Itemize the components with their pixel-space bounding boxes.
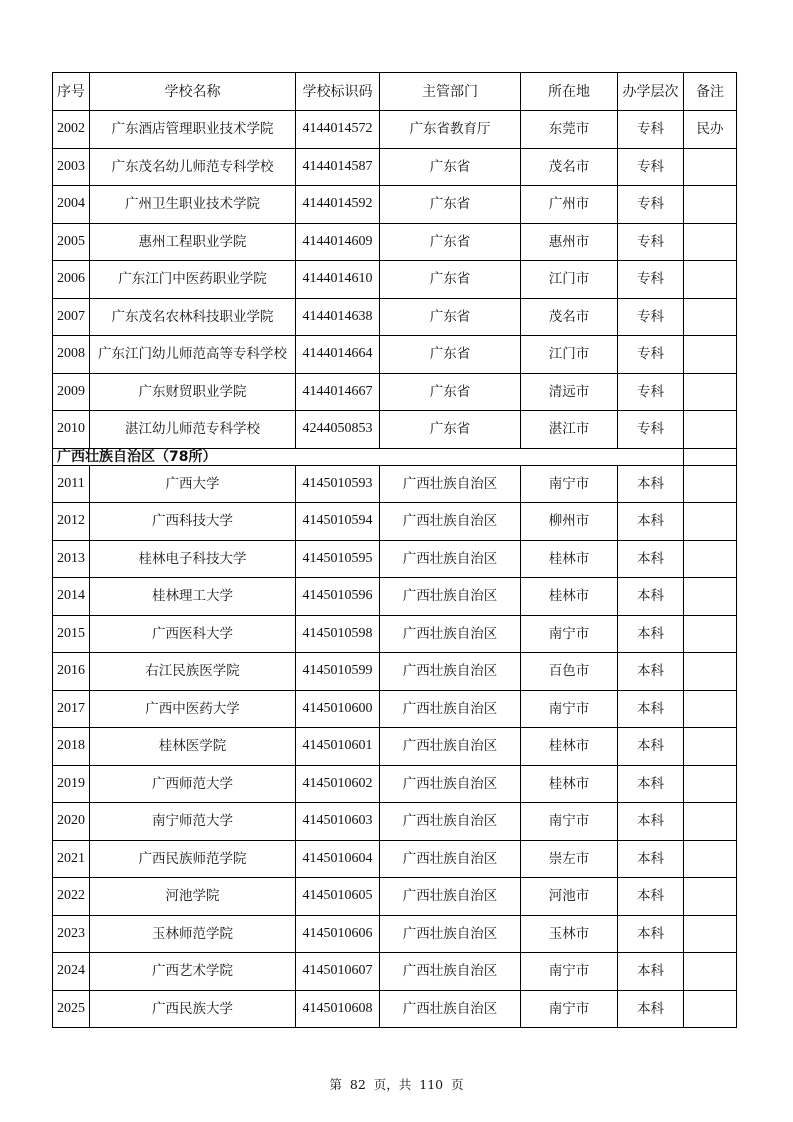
header-cell: 序号 xyxy=(53,73,90,111)
location-cell: 桂林市 xyxy=(521,728,618,766)
school-name-cell: 广西医科大学 xyxy=(90,615,296,653)
school-name-cell: 湛江幼儿师范专科学校 xyxy=(90,411,296,449)
remark-cell xyxy=(684,765,737,803)
education-level-cell: 本科 xyxy=(618,503,684,541)
school-name-cell: 广东酒店管理职业技术学院 xyxy=(90,111,296,149)
school-list-table xyxy=(52,72,737,1028)
location-cell: 东莞市 xyxy=(521,111,618,149)
remark-cell xyxy=(684,840,737,878)
table-row xyxy=(53,148,737,186)
remark-cell xyxy=(684,186,737,224)
remark-cell xyxy=(684,615,737,653)
table-row xyxy=(53,411,737,449)
school-code-cell: 4144014592 xyxy=(296,186,380,224)
school-name-cell: 惠州工程职业学院 xyxy=(90,223,296,261)
school-name-cell: 广西艺术学院 xyxy=(90,953,296,991)
header-cell: 办学层次 xyxy=(618,73,684,111)
school-code-cell: 4145010599 xyxy=(296,653,380,691)
row-number-cell: 2011 xyxy=(53,465,90,503)
school-name-cell: 桂林医学院 xyxy=(90,728,296,766)
department-cell: 广西壮族自治区 xyxy=(380,465,521,503)
education-level-cell: 专科 xyxy=(618,261,684,299)
row-number-cell: 2008 xyxy=(53,336,90,374)
section-row xyxy=(53,448,737,465)
location-cell: 江门市 xyxy=(521,261,618,299)
department-cell: 广东省 xyxy=(380,261,521,299)
table-body-guangxi xyxy=(53,465,737,1028)
remark-cell xyxy=(684,223,737,261)
education-level-cell: 本科 xyxy=(618,690,684,728)
table-row xyxy=(53,878,737,916)
department-cell: 广东省 xyxy=(380,223,521,261)
school-name-cell: 南宁师范大学 xyxy=(90,803,296,841)
row-number-cell: 2015 xyxy=(53,615,90,653)
remark-cell xyxy=(684,953,737,991)
school-name-cell: 广东茂名农林科技职业学院 xyxy=(90,298,296,336)
education-level-cell: 本科 xyxy=(618,803,684,841)
education-level-cell: 专科 xyxy=(618,111,684,149)
location-cell: 柳州市 xyxy=(521,503,618,541)
table-row xyxy=(53,111,737,149)
remark-cell xyxy=(684,465,737,503)
education-level-cell: 本科 xyxy=(618,578,684,616)
department-cell: 广西壮族自治区 xyxy=(380,990,521,1028)
table-row xyxy=(53,615,737,653)
school-name-cell: 广东江门幼儿师范高等专科学校 xyxy=(90,336,296,374)
school-name-cell: 广西科技大学 xyxy=(90,503,296,541)
school-code-cell: 4145010593 xyxy=(296,465,380,503)
header-cell: 备注 xyxy=(684,73,737,111)
department-cell: 广西壮族自治区 xyxy=(380,915,521,953)
table-row xyxy=(53,803,737,841)
remark-cell xyxy=(684,878,737,916)
remark-cell xyxy=(684,728,737,766)
education-level-cell: 本科 xyxy=(618,653,684,691)
table-row xyxy=(53,840,737,878)
education-level-cell: 本科 xyxy=(618,540,684,578)
table-row xyxy=(53,653,737,691)
remark-cell xyxy=(684,690,737,728)
row-number-cell: 2016 xyxy=(53,653,90,691)
location-cell: 南宁市 xyxy=(521,803,618,841)
school-name-cell: 广东财贸职业学院 xyxy=(90,373,296,411)
remark-cell xyxy=(684,578,737,616)
table-row xyxy=(53,336,737,374)
table-row xyxy=(53,223,737,261)
remark-cell xyxy=(684,261,737,299)
header-cell: 学校标识码 xyxy=(296,73,380,111)
school-code-cell: 4244050853 xyxy=(296,411,380,449)
location-cell: 惠州市 xyxy=(521,223,618,261)
school-name-cell: 广西民族大学 xyxy=(90,990,296,1028)
department-cell: 广东省教育厅 xyxy=(380,111,521,149)
education-level-cell: 专科 xyxy=(618,148,684,186)
education-level-cell: 专科 xyxy=(618,373,684,411)
row-number-cell: 2018 xyxy=(53,728,90,766)
location-cell: 广州市 xyxy=(521,186,618,224)
location-cell: 百色市 xyxy=(521,653,618,691)
location-cell: 河池市 xyxy=(521,878,618,916)
school-code-cell: 4145010606 xyxy=(296,915,380,953)
school-name-cell: 广西师范大学 xyxy=(90,765,296,803)
remark-cell xyxy=(684,990,737,1028)
remark-cell xyxy=(684,915,737,953)
location-cell: 玉林市 xyxy=(521,915,618,953)
remark-cell xyxy=(684,540,737,578)
footer-page-number: 82 xyxy=(349,1077,366,1092)
table-row xyxy=(53,690,737,728)
location-cell: 桂林市 xyxy=(521,578,618,616)
department-cell: 广西壮族自治区 xyxy=(380,503,521,541)
education-level-cell: 本科 xyxy=(618,728,684,766)
school-code-cell: 4145010608 xyxy=(296,990,380,1028)
education-level-cell: 专科 xyxy=(618,298,684,336)
row-number-cell: 2004 xyxy=(53,186,90,224)
header-cell: 主管部门 xyxy=(380,73,521,111)
department-cell: 广东省 xyxy=(380,336,521,374)
department-cell: 广东省 xyxy=(380,373,521,411)
education-level-cell: 本科 xyxy=(618,615,684,653)
row-number-cell: 2024 xyxy=(53,953,90,991)
school-code-cell: 4144014638 xyxy=(296,298,380,336)
row-number-cell: 2010 xyxy=(53,411,90,449)
department-cell: 广西壮族自治区 xyxy=(380,878,521,916)
school-code-cell: 4145010605 xyxy=(296,878,380,916)
remark-cell xyxy=(684,803,737,841)
school-code-cell: 4145010601 xyxy=(296,728,380,766)
location-cell: 桂林市 xyxy=(521,765,618,803)
school-name-cell: 广西民族师范学院 xyxy=(90,840,296,878)
table-row xyxy=(53,373,737,411)
school-code-cell: 4145010607 xyxy=(296,953,380,991)
footer-mid: 页，共 xyxy=(373,1077,412,1092)
school-code-cell: 4144014609 xyxy=(296,223,380,261)
department-cell: 广西壮族自治区 xyxy=(380,728,521,766)
location-cell: 茂名市 xyxy=(521,298,618,336)
remark-cell xyxy=(684,373,737,411)
remark-cell xyxy=(684,411,737,449)
location-cell: 茂名市 xyxy=(521,148,618,186)
remark-cell xyxy=(684,336,737,374)
department-cell: 广西壮族自治区 xyxy=(380,540,521,578)
school-code-cell: 4145010598 xyxy=(296,615,380,653)
school-code-cell: 4144014667 xyxy=(296,373,380,411)
department-cell: 广东省 xyxy=(380,186,521,224)
footer-suffix: 页 xyxy=(451,1077,464,1092)
row-number-cell: 2012 xyxy=(53,503,90,541)
school-name-cell: 桂林理工大学 xyxy=(90,578,296,616)
page-footer xyxy=(0,1075,793,1093)
education-level-cell: 专科 xyxy=(618,186,684,224)
education-level-cell: 本科 xyxy=(618,953,684,991)
department-cell: 广东省 xyxy=(380,298,521,336)
location-cell: 南宁市 xyxy=(521,465,618,503)
school-code-cell: 4144014572 xyxy=(296,111,380,149)
table-row xyxy=(53,765,737,803)
location-cell: 桂林市 xyxy=(521,540,618,578)
location-cell: 南宁市 xyxy=(521,690,618,728)
row-number-cell: 2023 xyxy=(53,915,90,953)
table-row xyxy=(53,186,737,224)
department-cell: 广西壮族自治区 xyxy=(380,653,521,691)
school-code-cell: 4145010596 xyxy=(296,578,380,616)
section-note-cell xyxy=(684,448,737,465)
table-row xyxy=(53,261,737,299)
department-cell: 广西壮族自治区 xyxy=(380,765,521,803)
department-cell: 广东省 xyxy=(380,148,521,186)
table-row xyxy=(53,953,737,991)
header-cell: 所在地 xyxy=(521,73,618,111)
school-name-cell: 广东茂名幼儿师范专科学校 xyxy=(90,148,296,186)
row-number-cell: 2019 xyxy=(53,765,90,803)
table-row xyxy=(53,540,737,578)
row-number-cell: 2009 xyxy=(53,373,90,411)
row-number-cell: 2013 xyxy=(53,540,90,578)
school-name-cell: 河池学院 xyxy=(90,878,296,916)
school-name-cell: 右江民族医学院 xyxy=(90,653,296,691)
school-name-cell: 广西大学 xyxy=(90,465,296,503)
department-cell: 广西壮族自治区 xyxy=(380,840,521,878)
remark-cell xyxy=(684,148,737,186)
footer-total-pages: 110 xyxy=(419,1077,444,1092)
department-cell: 广西壮族自治区 xyxy=(380,953,521,991)
school-code-cell: 4145010600 xyxy=(296,690,380,728)
header-row xyxy=(53,73,737,111)
row-number-cell: 2022 xyxy=(53,878,90,916)
school-name-cell: 广州卫生职业技术学院 xyxy=(90,186,296,224)
remark-cell xyxy=(684,298,737,336)
school-code-cell: 4145010602 xyxy=(296,765,380,803)
education-level-cell: 本科 xyxy=(618,465,684,503)
department-cell: 广西壮族自治区 xyxy=(380,615,521,653)
school-code-cell: 4145010604 xyxy=(296,840,380,878)
school-code-cell: 4145010595 xyxy=(296,540,380,578)
education-level-cell: 专科 xyxy=(618,223,684,261)
table-row xyxy=(53,915,737,953)
location-cell: 南宁市 xyxy=(521,615,618,653)
department-cell: 广西壮族自治区 xyxy=(380,690,521,728)
location-cell: 崇左市 xyxy=(521,840,618,878)
department-cell: 广西壮族自治区 xyxy=(380,578,521,616)
location-cell: 南宁市 xyxy=(521,990,618,1028)
education-level-cell: 本科 xyxy=(618,765,684,803)
school-code-cell: 4144014664 xyxy=(296,336,380,374)
footer-prefix: 第 xyxy=(329,1077,342,1092)
row-number-cell: 2021 xyxy=(53,840,90,878)
row-number-cell: 2005 xyxy=(53,223,90,261)
table-row xyxy=(53,298,737,336)
table-body-section xyxy=(53,448,737,465)
location-cell: 南宁市 xyxy=(521,953,618,991)
table-row xyxy=(53,503,737,541)
table-row xyxy=(53,465,737,503)
row-number-cell: 2014 xyxy=(53,578,90,616)
school-code-cell: 4145010603 xyxy=(296,803,380,841)
remark-cell xyxy=(684,653,737,691)
row-number-cell: 2017 xyxy=(53,690,90,728)
school-code-cell: 4144014587 xyxy=(296,148,380,186)
row-number-cell: 2006 xyxy=(53,261,90,299)
row-number-cell: 2007 xyxy=(53,298,90,336)
school-code-cell: 4144014610 xyxy=(296,261,380,299)
row-number-cell: 2020 xyxy=(53,803,90,841)
education-level-cell: 本科 xyxy=(618,990,684,1028)
department-cell: 广西壮族自治区 xyxy=(380,803,521,841)
table-row xyxy=(53,728,737,766)
table-row xyxy=(53,990,737,1028)
location-cell: 江门市 xyxy=(521,336,618,374)
school-name-cell: 玉林师范学院 xyxy=(90,915,296,953)
location-cell: 湛江市 xyxy=(521,411,618,449)
table-body-guangdong xyxy=(53,111,737,449)
education-level-cell: 专科 xyxy=(618,411,684,449)
school-code-cell: 4145010594 xyxy=(296,503,380,541)
table-row xyxy=(53,578,737,616)
school-name-cell: 桂林电子科技大学 xyxy=(90,540,296,578)
section-title: 广西壮族自治区（78所） xyxy=(53,448,684,465)
row-number-cell: 2025 xyxy=(53,990,90,1028)
department-cell: 广东省 xyxy=(380,411,521,449)
header-cell: 学校名称 xyxy=(90,73,296,111)
education-level-cell: 专科 xyxy=(618,336,684,374)
education-level-cell: 本科 xyxy=(618,915,684,953)
row-number-cell: 2003 xyxy=(53,148,90,186)
row-number-cell: 2002 xyxy=(53,111,90,149)
education-level-cell: 本科 xyxy=(618,878,684,916)
school-name-cell: 广东江门中医药职业学院 xyxy=(90,261,296,299)
education-level-cell: 本科 xyxy=(618,840,684,878)
location-cell: 清远市 xyxy=(521,373,618,411)
remark-cell: 民办 xyxy=(684,111,737,149)
remark-cell xyxy=(684,503,737,541)
school-name-cell: 广西中医药大学 xyxy=(90,690,296,728)
